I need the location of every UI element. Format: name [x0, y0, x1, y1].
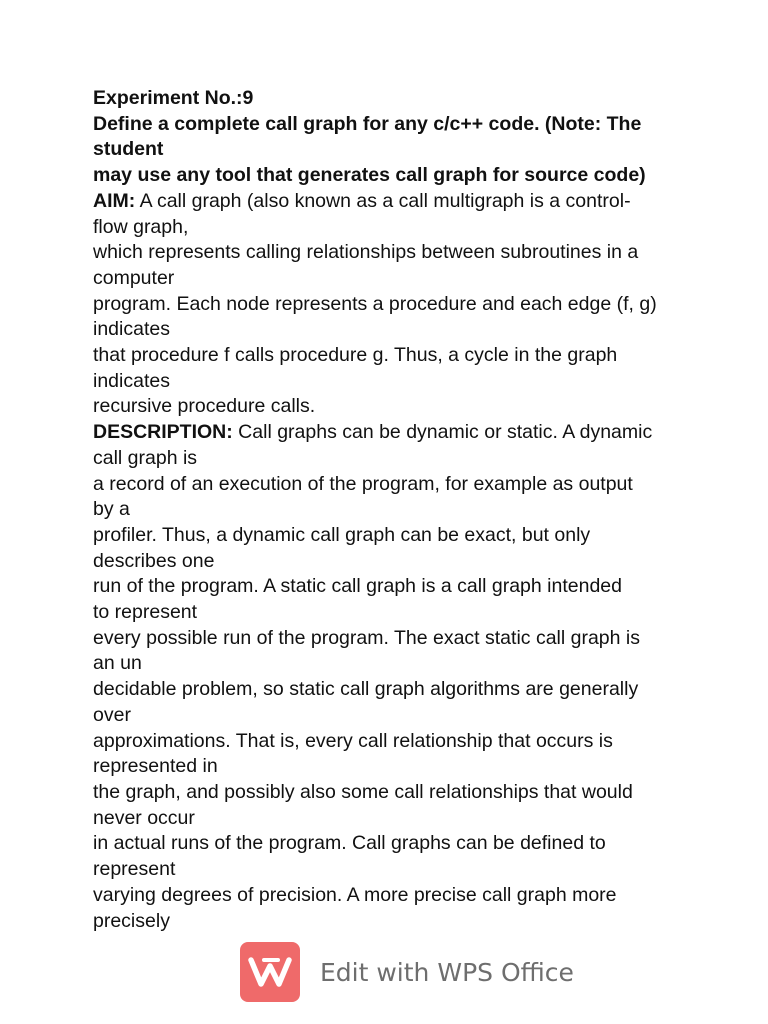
description-line: decidable problem, so static call graph algorithms are generally [93, 678, 639, 701]
description-line: call graph is [93, 446, 198, 469]
aim-paragraph-first-line [93, 189, 693, 215]
description-line: varying degrees of precision. A more precise call graph more [93, 883, 617, 906]
experiment-title-line: Define a complete call graph for any c/c++ code. (Note: The [93, 112, 642, 135]
wps-edit-text: Edit with WPS Office [320, 957, 574, 987]
description-text: Call graphs can be dynamic or static. A dynamic [232, 421, 653, 444]
description-line: to represent [93, 601, 198, 624]
description-label: DESCRIPTION: [93, 421, 233, 444]
aim-line: indicates [93, 369, 170, 392]
aim-line: recursive procedure calls. [93, 395, 316, 418]
description-line: every possible run of the program. The exact static call graph is [93, 626, 640, 649]
description-line: represented in [93, 755, 218, 778]
description-line: never occur [93, 806, 195, 829]
aim-text: A call graph (also known as a call multigraph is a control- [135, 189, 631, 212]
aim-line: flow graph, [93, 215, 189, 238]
aim-line: which represents calling relationships between subroutines in a [93, 241, 639, 264]
description-paragraph-first-line [93, 420, 693, 446]
description-line: an un [93, 652, 142, 675]
experiment-number: Experiment No.:9 [93, 87, 254, 109]
document-body [93, 86, 693, 934]
aim-line: that procedure f calls procedure g. Thus, a cycle in the graph [93, 344, 618, 367]
description-line: run of the program. A static call graph is a call graph intended [93, 575, 622, 598]
description-line: in actual runs of the program. Call graphs can be defined to [93, 832, 606, 855]
aim-line: program. Each node represents a procedure and each edge (f, g) [93, 292, 657, 315]
description-line: a record of an execution of the program, for example as output [93, 472, 633, 495]
description-line: represent [93, 858, 176, 881]
wps-watermark [240, 942, 574, 1002]
aim-label: AIM: [93, 189, 136, 212]
description-line: over [93, 703, 131, 726]
description-line: approximations. That is, every call relationship that occurs is [93, 729, 613, 752]
aim-line: indicates [93, 318, 170, 341]
description-line: profiler. Thus, a dynamic call graph can be exact, but only [93, 523, 591, 546]
description-line: describes one [93, 549, 215, 572]
description-line: precisely [93, 909, 170, 932]
wps-logo-icon [240, 942, 300, 1002]
aim-line: computer [93, 266, 175, 289]
experiment-title-line: may use any tool that generates call graph for source code) [93, 164, 646, 187]
experiment-title-line: student [93, 138, 164, 161]
description-line: the graph, and possibly also some call relationships that would [93, 780, 633, 803]
wps-w-glyph-icon [248, 954, 292, 990]
description-line: by a [93, 498, 130, 521]
